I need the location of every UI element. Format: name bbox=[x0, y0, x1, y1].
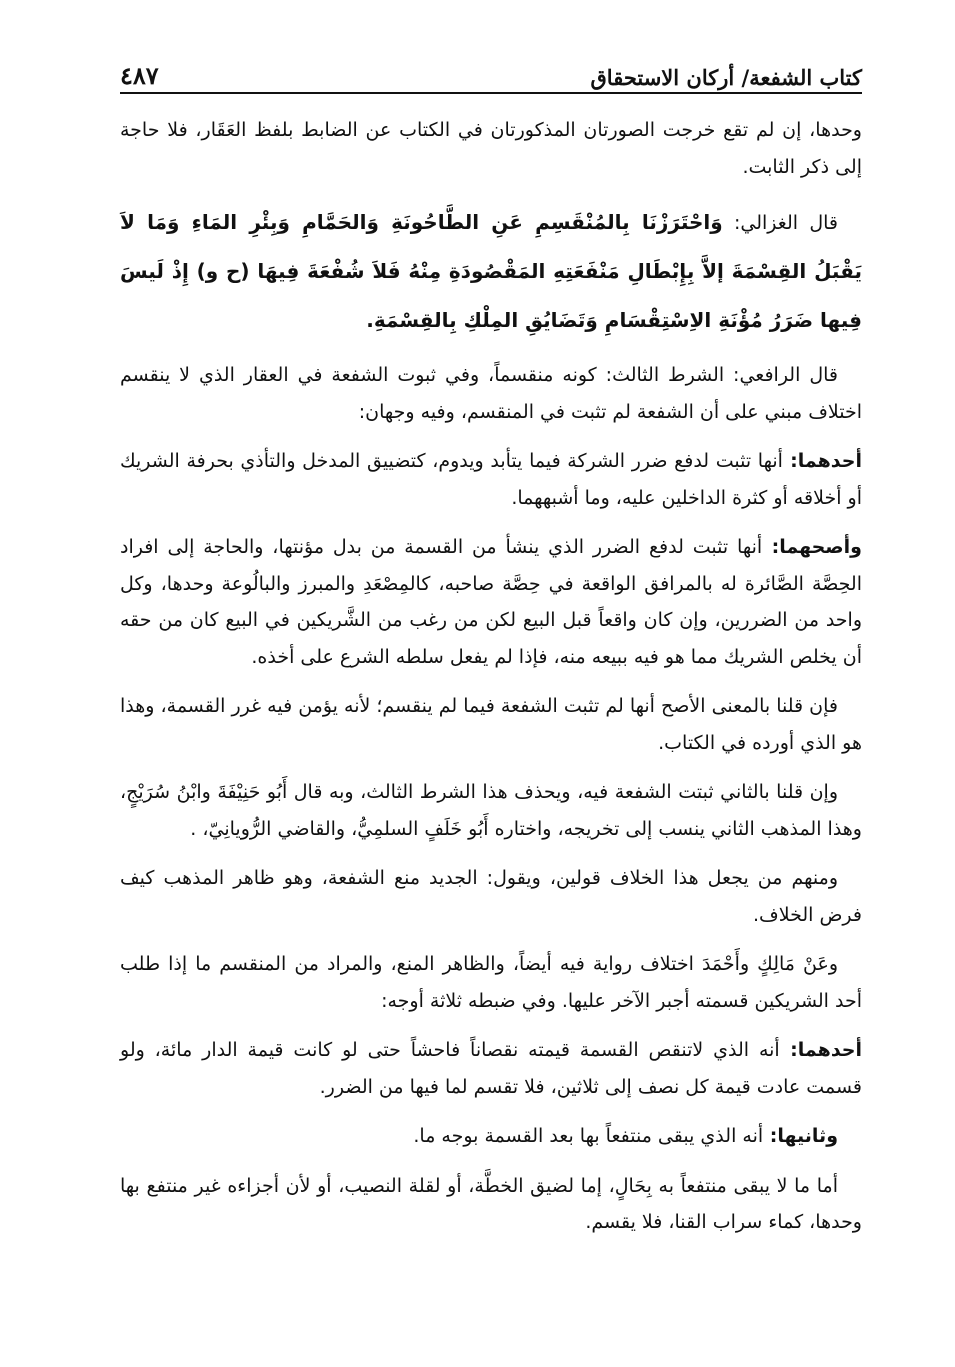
header-divider bbox=[120, 92, 862, 94]
paragraph bbox=[120, 443, 862, 516]
paragraph bbox=[120, 529, 862, 675]
quote-text: وَاحْتَرَزْنَا بِالمُنْقَسِمِ عَنِ الطَّاحُونَةِ وَالحَمَّامِ وَبِئْرِ المَاءِ وَمَا لاَ يَقْبَلُ القِسْمَةَ إلاَّ بِإِبْطَالِ مَنْفَعَتِهِ المَقْصُودَةِ مِنْهُ فَلاَ شُفْعَةَ فِيهَا (ح و) إِذْ لَيسَ فِيها ضَرَرُ مُؤْنَةِ الاِسْتِقْسَامِ وَتَضَايُقِ المِلْكِ بِالقِسْمَةِ. bbox=[120, 210, 862, 332]
paragraph-text: وعَنْ مَالِكٍ وأَحْمَدَ اختلاف رواية فيه أيضاً، والظاهر المنع، والمراد من المنقسم ما إذا طلب أحد الشريكين قسمته أجبر الآخر عليها. وفي ضبطه ثلاثة أوجه: bbox=[120, 953, 862, 1012]
paragraph-lead: وأصحهما: bbox=[762, 536, 862, 558]
paragraph-text: أنها تثبت لدفع ضرر الشركة فيما يتأبد ويدوم، كتضييق المدخل والتأذي بحرفة الشريك أو أخلاقه أو كثرة الداخلين عليه، وما أشبههما. bbox=[120, 450, 862, 509]
paragraph bbox=[120, 774, 862, 847]
paragraph-lead: أحدهما: bbox=[779, 1039, 862, 1061]
paragraph bbox=[120, 1032, 862, 1105]
running-title: كتاب الشفعة/ أركان الاستحقاق bbox=[590, 65, 862, 90]
paragraph bbox=[120, 688, 862, 761]
paragraph-text: ومنهم من يجعل هذا الخلاف قولين، ويقول: الجديد منع الشفعة، وهو ظاهر المذهب كيف فرض الخلاف. bbox=[120, 867, 862, 926]
paragraph bbox=[120, 860, 862, 933]
paragraph-text: أما ما لا يبقى منتفعاً به بِحَالٍ، إما لضيق الخطَّة، أو لقلة النصيب، أو لأن أجزاءه غير منتفع بها وحدها، كماء سراب القنا، فلا يقسم. bbox=[120, 1174, 862, 1233]
paragraph-text: وإن قلنا بالثاني ثبتت الشفعة فيه، ويحذف هذا الشرط الثالث، وبه قال أَبُو حَنِيْفَةَ وابْنُ سُرَيْجٍ، وهذا المذهب الثاني ينسب إلى تخريجه، واختاره أَبُو خَلَفٍ السلمِيُّ، والقاضي الرُّويانِيّ، . bbox=[120, 781, 862, 840]
paragraph bbox=[120, 946, 862, 1019]
paragraph-lead: وثانيها: bbox=[763, 1125, 838, 1147]
paragraph bbox=[120, 1118, 862, 1155]
quoted-passage bbox=[120, 198, 862, 345]
speaker-label: قال الغزالي: bbox=[722, 212, 838, 234]
paragraph-text: أنه الذي يبقى منتفعاً بها بعد القسمة بوجه ما. bbox=[413, 1125, 764, 1147]
paragraph bbox=[120, 1168, 862, 1241]
page-body bbox=[120, 112, 862, 1254]
paragraph-text: فإن قلنا بالمعنى الأصح أنها لم تثبت الشفعة فيما لم ينقسم؛ لأنه يؤمن فيه غرر القسمة، وهذا هو الذي أورده في الكتاب. bbox=[120, 695, 862, 754]
paragraph-text: أنها تثبت لدفع الضرر الذي ينشأ من القسمة من بدل مؤنتها، والحاجة إلى افراد الحِصَّة الصَّائرة له بالمرافق الواقعة في حِصَّة صاحبه، كالمِصْعَدِ والمبرز والبالُوعة وحدها، وكل واحد من الضررين، وإن كان واقعاً قبل البيع لكن من رغب من الشَّريكين في البيع كان من حقه أن يخلص الشريك مما هو فيه ببيعه منه، فإذا لم يفعل سلطه الشرع على أخذه. bbox=[120, 536, 862, 668]
paragraph-text: قال الرافعي: الشرط الثالث: كونه منقسماً، وفي ثبوت الشفعة في العقار الذي لا ينقسم اختلاف مبني على أن الشفعة لم تثبت في المنقسم، وفيه وجهان: bbox=[120, 364, 862, 423]
paragraph-lead: أحدهما: bbox=[782, 450, 862, 472]
paragraph-text: أنه الذي لاتنقص القسمة قيمته نقصاناً فاحشاً حتى لو كانت قيمة الدار مائة، ولو قسمت عادت قيمة كل نصف إلى ثلاثين، فلا تقسم لما فيها من الضرر. bbox=[120, 1039, 862, 1098]
paragraph bbox=[120, 357, 862, 430]
page-header bbox=[120, 46, 862, 90]
paragraph-text: وحدها، إن لم تقع خرجت الصورتان المذكورتان في الكتاب عن الضابط بلفظ العَقَار، فلا حاجة إلى ذكر الثابت. bbox=[120, 119, 862, 178]
paragraph bbox=[120, 112, 862, 185]
page-number: ٤٨٧ bbox=[120, 61, 159, 90]
